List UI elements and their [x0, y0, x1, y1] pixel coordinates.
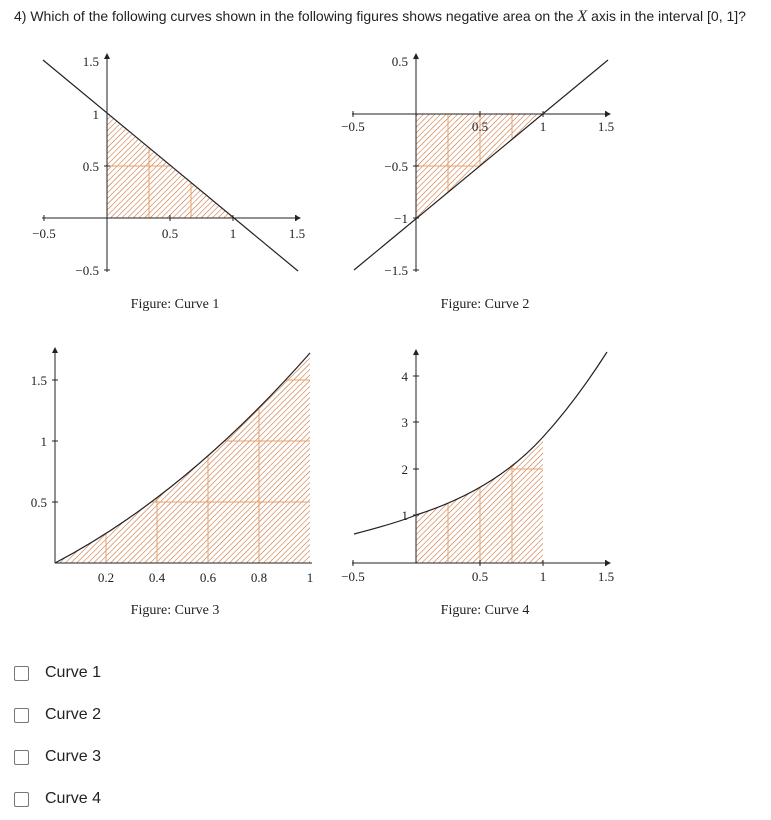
- option-label: Curve 1: [45, 664, 102, 681]
- curve3-xtick-1: 0.4: [148, 570, 166, 585]
- curve3-ytick-2: 0.5: [30, 495, 47, 510]
- curve4-ytick-1: 3: [401, 415, 408, 430]
- option-label: Curve 3: [45, 748, 102, 765]
- checkbox[interactable]: [14, 792, 29, 807]
- curve4-ytick-2: 2: [401, 462, 408, 477]
- figure-curve-3: [31, 350, 315, 618]
- curve4-xtick-0: −0.5: [341, 569, 365, 584]
- curve4-xtick-1: 0.5: [471, 569, 489, 584]
- curve1-xtick-0: −0.5: [32, 226, 56, 241]
- curve2-xtick-2: 1: [539, 119, 547, 134]
- curve1-ytick-1: 1: [92, 107, 99, 122]
- checkbox[interactable]: [14, 666, 29, 681]
- option-curve-1[interactable]: [14, 652, 101, 694]
- answer-options: [14, 652, 101, 820]
- curve1-ytick-2: 0.5: [82, 159, 99, 174]
- question-suffix: axis in the interval [0, 1]?: [587, 8, 746, 24]
- curve1-xtick-3: 1.5: [288, 226, 306, 241]
- option-curve-2[interactable]: [14, 694, 101, 736]
- curve4-xtick-2: 1: [539, 569, 547, 584]
- curve2-ytick-1: −0.5: [384, 159, 408, 174]
- curve2-xtick-0: −0.5: [341, 119, 365, 134]
- figure-curve-4: [341, 352, 614, 618]
- checkbox[interactable]: [14, 750, 29, 765]
- curve4-xtick-3: 1.5: [597, 569, 615, 584]
- curve3-xtick-4: 1: [306, 570, 314, 585]
- curve2-ytick-3: −1.5: [384, 263, 408, 278]
- curve1-xtick-2: 1: [229, 226, 237, 241]
- curve1-ytick-0: 1.5: [82, 54, 99, 69]
- curve3-xtick-2: 0.6: [199, 570, 217, 585]
- option-curve-3[interactable]: [14, 736, 101, 778]
- curve2-xtick-3: 1.5: [597, 119, 615, 134]
- curve4-caption: Figure: Curve 4: [440, 603, 530, 618]
- curve3-ytick-1: 1: [40, 434, 47, 449]
- curve2-xtick-1: 0.5: [471, 119, 489, 134]
- curve3-xtick-3: 0.8: [250, 570, 268, 585]
- question-variable: X: [577, 8, 588, 25]
- option-label: Curve 4: [45, 790, 102, 807]
- curve1-ytick-3: −0.5: [75, 263, 99, 278]
- figure-curve-1: [32, 54, 305, 312]
- option-label: Curve 2: [45, 706, 102, 723]
- curve2-ytick-0: 0.5: [391, 54, 408, 69]
- figure-curve-2: [341, 54, 614, 312]
- curve2-caption: Figure: Curve 2: [440, 297, 530, 312]
- curve3-caption: Figure: Curve 3: [130, 603, 220, 618]
- curve4-ytick-0: 4: [401, 369, 408, 384]
- question-prefix: 4) Which of the following curves shown in the following figures shows negative area on the: [14, 8, 578, 24]
- curve1-caption: Figure: Curve 1: [130, 297, 220, 312]
- curve2-ytick-2: −1: [394, 211, 408, 226]
- curve4-ytick-3: 1: [401, 508, 408, 523]
- curve3-shaded-area: [55, 353, 310, 563]
- option-curve-4[interactable]: [14, 778, 101, 820]
- curve3-ytick-0: 1.5: [30, 373, 47, 388]
- checkbox[interactable]: [14, 708, 29, 723]
- curve3-xtick-0: 0.2: [97, 570, 115, 585]
- curve1-xtick-1: 0.5: [161, 226, 179, 241]
